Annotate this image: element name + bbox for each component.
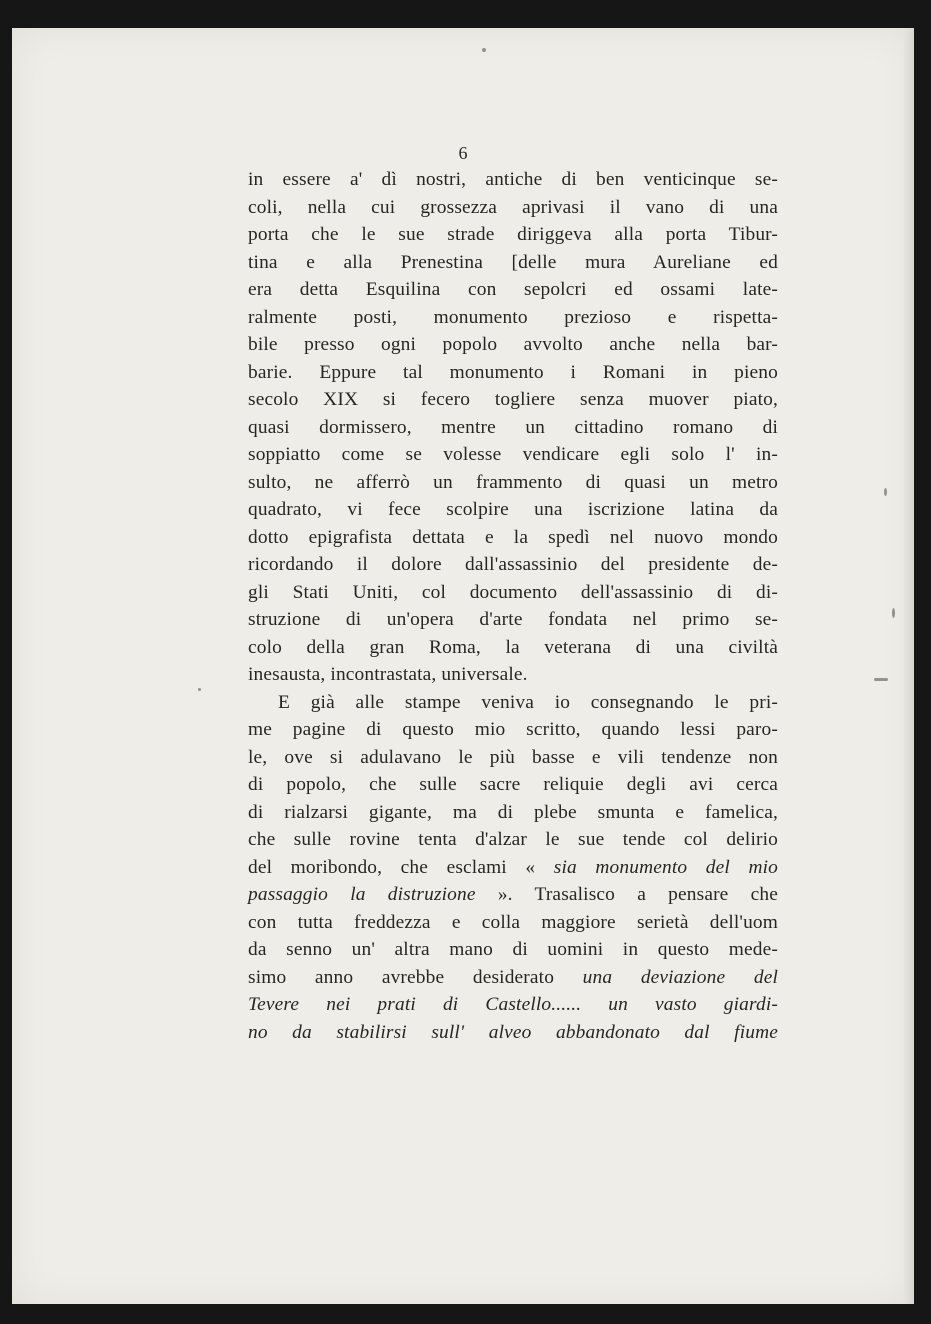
text-line-with-italic [248, 881, 778, 909]
text-line: struzione di un'opera d'arte fondata nel primo se- [248, 609, 778, 630]
text-line-with-italic [248, 964, 778, 992]
paragraph-end-line: inesausta, incontrastata, universale. [248, 664, 528, 685]
text-line: quadrato, vi fece scolpire una iscrizione latina da [248, 499, 778, 520]
italic-line: no da stabilirsi sull' alveo abbandonato dal fiume [248, 1021, 778, 1043]
roman-fragment: ». Trasalisco a pensare che [475, 884, 778, 905]
italic-fragment: una deviazione del [582, 966, 778, 988]
text-line: in essere a' dì nostri, antiche di ben venticinque se- [248, 169, 778, 190]
text-line: barie. Eppure tal monumento i Romani in pieno [248, 361, 778, 383]
text-line: colo della gran Roma, la veterana di una civiltà [248, 636, 778, 658]
book-page [12, 28, 914, 1304]
print-speck [198, 688, 201, 691]
text-line: di rialzarsi gigante, ma di plebe smunta e famelica, [248, 801, 778, 823]
print-speck [874, 678, 888, 681]
print-speck [892, 608, 895, 618]
print-speck [482, 48, 486, 52]
roman-fragment: del moribondo, che esclami « [248, 856, 554, 878]
paragraph-start-line: E già alle stampe veniva io consegnando le pri- [278, 691, 778, 713]
text-line: sulto, ne afferrò un frammento di quasi un metro [248, 471, 778, 493]
text-line-with-italic [248, 854, 778, 882]
text-line: secolo XIX si fecero togliere senza muover piato, [248, 389, 778, 410]
text-line: gli Stati Uniti, col documento dell'assassinio di di- [248, 581, 778, 603]
text-line: che sulle rovine tenta d'alzar le sue tende col delirio [248, 829, 778, 850]
text-line: ricordando il dolore dall'assassinio del presidente de- [248, 554, 778, 575]
italic-fragment: passaggio la distruzione [248, 884, 476, 905]
body-text [248, 166, 778, 1046]
text-line: bile presso ogni popolo avvolto anche nella bar- [248, 334, 778, 355]
text-line: quasi dormissero, mentre un cittadino romano di [248, 416, 778, 438]
italic-line: Tevere nei prati di Castello...... un vasto giardi- [248, 994, 778, 1015]
italic-fragment: sia monumento del mio [553, 856, 778, 878]
page-number: 6 [458, 143, 468, 163]
text-line: tina e alla Prenestina [delle mura Aureliane ed [248, 251, 778, 273]
text-line: le, ove si adulavano le più basse e vili tendenze non [248, 746, 778, 768]
print-speck [884, 488, 887, 496]
text-line: era detta Esquilina con sepolcri ed ossami late- [248, 279, 778, 300]
page-edge [904, 28, 914, 1304]
text-line: con tutta freddezza e colla maggiore serietà dell'uom [248, 911, 778, 933]
text-line: soppiatto come se volesse vendicare egli solo l' in- [248, 444, 778, 465]
text-line: dotto epigrafista dettata e la spedì nel nuovo mondo [248, 526, 778, 548]
text-line: porta che le sue strade diriggeva alla porta Tibur- [248, 224, 778, 245]
text-line: me pagine di questo mio scritto, quando lessi paro- [248, 719, 778, 740]
text-line: da senno un' altra mano di uomini in questo mede- [248, 939, 778, 960]
text-line: di popolo, che sulle sacre reliquie degli avi cerca [248, 774, 778, 795]
text-line: ralmente posti, monumento prezioso e rispetta- [248, 306, 778, 328]
roman-fragment: simo anno avrebbe desiderato [248, 966, 583, 988]
text-line: coli, nella cui grossezza aprivasi il vano di una [248, 196, 778, 218]
